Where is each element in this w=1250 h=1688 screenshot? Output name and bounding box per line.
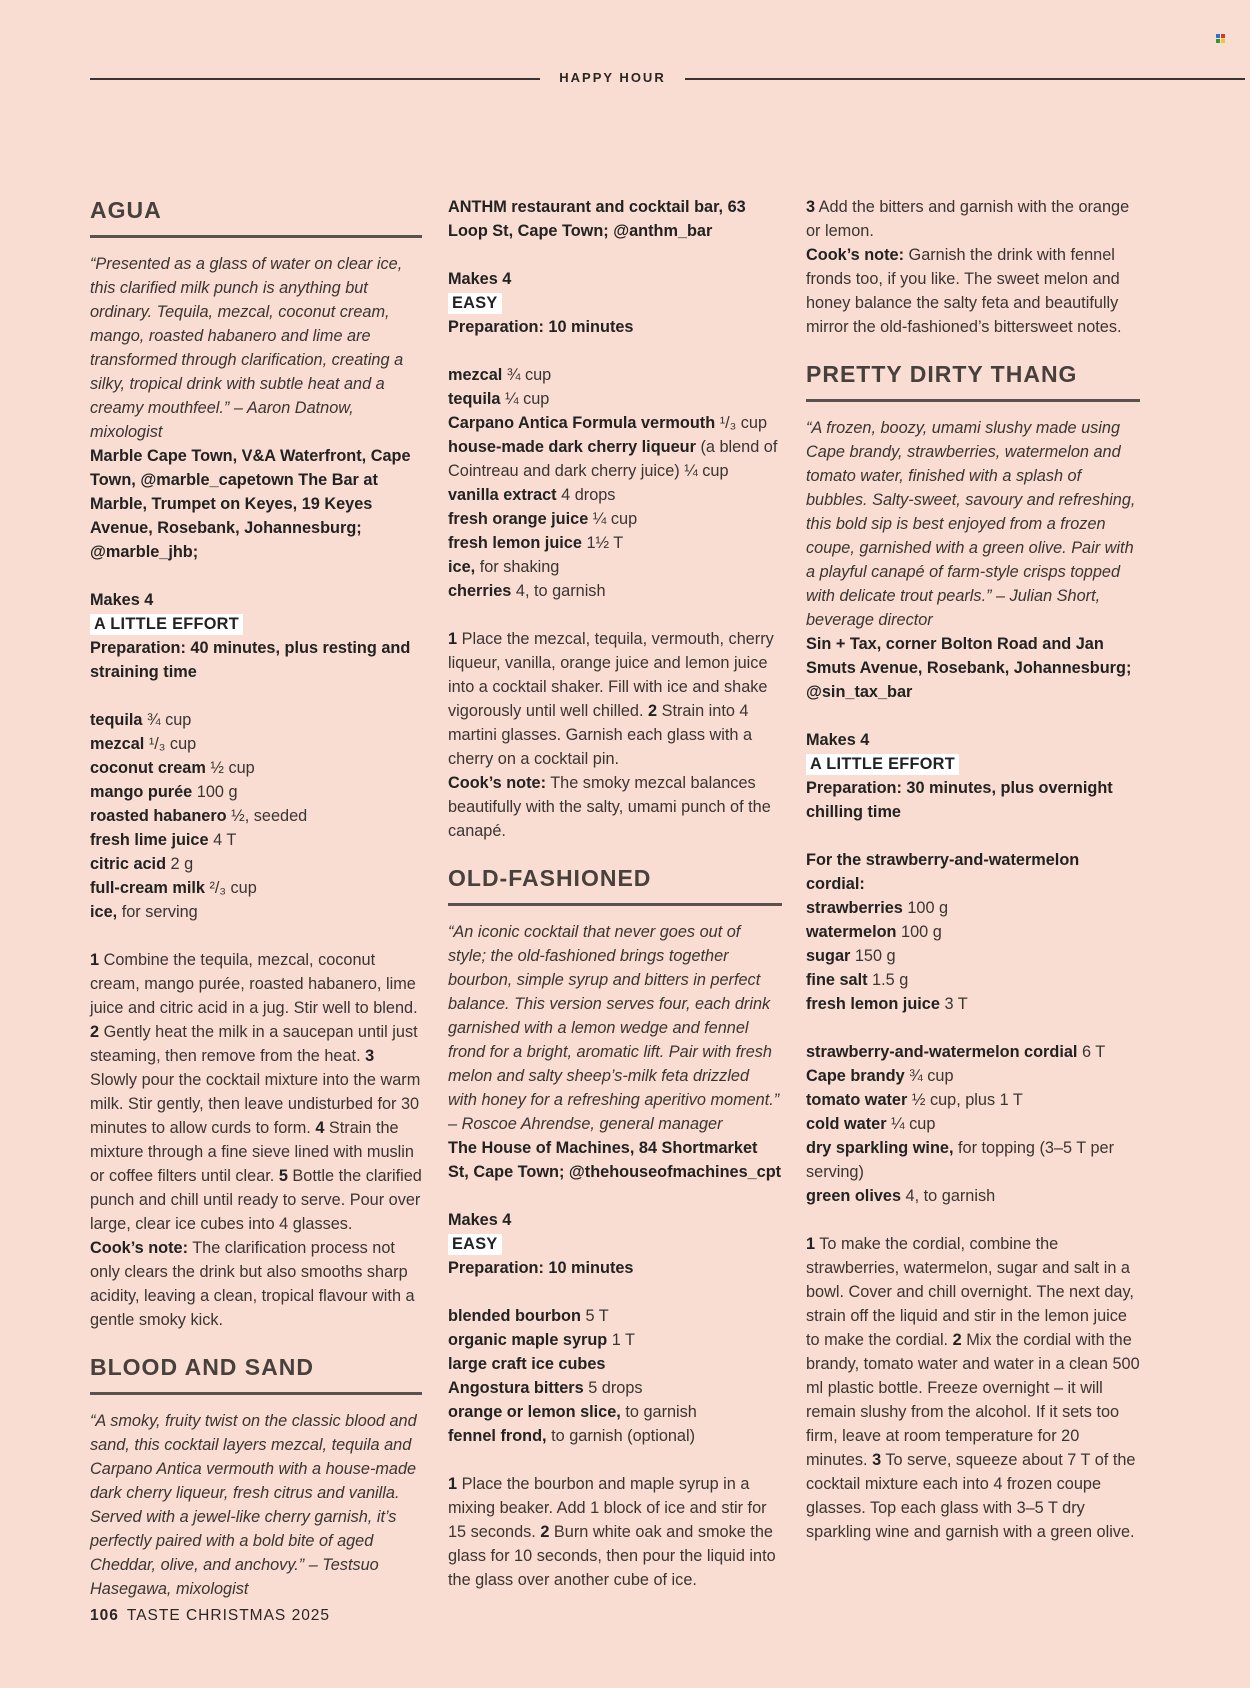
pretty-dirty-thang-effort-badge: A LITTLE EFFORT (806, 754, 959, 775)
agua-makes: Makes 4 (90, 591, 154, 609)
blood-and-sand-quote: “A smoky, fruity twist on the classic blood and sand, this cocktail layers mezcal, tequila and Carpano Antica vermouth with a house-made dark cherry liqueur, fresh citrus and vanilla. Served with a jewel-like cherry garnish, it’s perfectly paired with a bold bite of aged Cheddar, olive, and anchovy.” – Testsuo Hasegawa, mixologist (90, 1412, 417, 1598)
agua-effort-badge: A LITTLE EFFORT (90, 614, 243, 635)
ingredient: watermelon 100 g (806, 923, 942, 941)
ingredient: dry sparkling wine, for topping (3–5 T per serving) (806, 1139, 1114, 1181)
agua-cooks-note: Cook’s note: The clarification process not only clears the drink but also smooths sharp acidity, leaving a clean, tropical flavour with a gentle smoky kick. (90, 1239, 415, 1329)
ingredient: mango purée 100 g (90, 783, 238, 801)
old-fashioned-quote: “An iconic cocktail that never goes out of style; the old-fashioned brings together bourbon, simple syrup and bitters in perfect balance. This version serves four, each drink garnished with a lemon wedge and fennel frond for a bright, aromatic lift. Pair with fresh melon and salty sheep’s-milk feta drizzled with honey for a refreshing aperitivo moment.” – Roscoe Ahrendse, general manager (448, 923, 780, 1133)
header-rule-left (90, 78, 540, 80)
ingredient: Angostura bitters 5 drops (448, 1379, 643, 1397)
column-1 (90, 195, 422, 1601)
ingredient: green olives 4, to garnish (806, 1187, 996, 1205)
ingredient: orange or lemon slice, to garnish (448, 1403, 697, 1421)
ingredient: blended bourbon 5 T (448, 1307, 609, 1325)
ingredient: fresh lemon juice 1½ T (448, 534, 624, 552)
publication-name: TASTE CHRISTMAS 2025 (126, 1607, 331, 1624)
pretty-dirty-thang-makes: Makes 4 (806, 731, 870, 749)
blood-and-sand-ingredient-list (448, 363, 782, 603)
old-fashioned-makes: Makes 4 (448, 1211, 512, 1229)
old-fashioned-method-part2: 3 Add the bitters and garnish with the orange or lemon. (806, 198, 1130, 240)
ingredient: full-cream milk ²/₃ cup (90, 879, 257, 897)
ingredient: tomato water ½ cup, plus 1 T (806, 1091, 1023, 1109)
pretty-dirty-thang-quote: “A frozen, boozy, umami slushy made using Cape brandy, strawberries, watermelon and tomato water, finished with a splash of bubbles. Salty-sweet, savoury and refreshing, this bold sip is best enjoyed from a frozen coupe, garnished with a green olive. Pair with a playful canapé of farm-style crisps topped with delicate trout pearls.” – Julian Short, beverage director (806, 419, 1136, 629)
ingredient: house-made dark cherry liqueur (a blend of Cointreau and dark cherry juice) ¼ cup (448, 438, 778, 480)
column-3 (806, 195, 1140, 1544)
ingredient: Cape brandy ¾ cup (806, 1067, 954, 1085)
pretty-dirty-thang-ingredient-list (806, 1040, 1140, 1208)
old-fashioned-method-part1: 1 Place the bourbon and maple syrup in a mixing beaker. Add 1 block of ice and stir for 15 seconds. 2 Burn white oak and smoke the glass for 10 seconds, then pour the liquid into the glass over another cube of ice. (448, 1475, 776, 1589)
blood-and-sand-makes: Makes 4 (448, 270, 512, 288)
ingredient: organic maple syrup 1 T (448, 1331, 636, 1349)
cordial-ingredient-list (806, 896, 1140, 1016)
old-fashioned-prep-time: Preparation: 10 minutes (448, 1259, 634, 1277)
ingredient: strawberries 100 g (806, 899, 949, 917)
blood-and-sand-prep-time: Preparation: 10 minutes (448, 318, 634, 336)
ingredient: Carpano Antica Formula vermouth ¹/₃ cup (448, 414, 768, 432)
pretty-dirty-thang-prep-time: Preparation: 30 minutes, plus overnight chilling time (806, 779, 1113, 821)
agua-method: 1 Combine the tequila, mezcal, coconut cream, mango purée, roasted habanero, lime juice and citric acid in a jug. Stir well to blend. 2 Gently heat the milk in a saucepan until just steaming, then remove from the heat. 3 Slowly pour the cocktail mixture into the warm milk. Stir gently, then leave undisturbed for 30 minutes to allow curds to form. 4 Strain the mixture through a fine sieve lined with muslin or coffee filters until clear. 5 Bottle the clarified punch and chill until ready to serve. Pour over large, clear ice cubes into 4 glasses. (90, 951, 422, 1233)
old-fashioned-venue: The House of Machines, 84 Shortmarket St, Cape Town; @thehouseofmachines_cpt (448, 1139, 782, 1181)
agua-ingredient-list (90, 708, 422, 924)
recipe-title-old-fashioned: OLD-FASHIONED (448, 863, 782, 906)
ingredient: fresh orange juice ¼ cup (448, 510, 638, 528)
column-2 (448, 195, 782, 1592)
ingredient: sugar 150 g (806, 947, 896, 965)
recipe-title-pretty-dirty-thang: PRETTY DIRTY THANG (806, 359, 1140, 402)
agua-venue: Marble Cape Town, V&A Waterfront, Cape Town, @marble_capetown The Bar at Marble, Trumpet on Keyes, 19 Keyes Avenue, Rosebank, Johannesburg; @marble_jhb; (90, 447, 411, 561)
agua-prep-time: Preparation: 40 minutes, plus resting and straining time (90, 639, 411, 681)
ingredient: fresh lemon juice 3 T (806, 995, 968, 1013)
ingredient: roasted habanero ½, seeded (90, 807, 308, 825)
old-fashioned-effort-badge: EASY (448, 1234, 502, 1255)
agua-quote: “Presented as a glass of water on clear ice, this clarified milk punch is anything but ordinary. Tequila, mezcal, coconut cream, mango, roasted habanero and lime are transformed through clarification, creating a silky, tropical drink with subtle heat and a creamy mouthfeel.” – Aaron Datnow, mixologist (90, 255, 404, 441)
ingredient: mezcal ¹/₃ cup (90, 735, 197, 753)
ingredient: fresh lime juice 4 T (90, 831, 237, 849)
ingredient: cold water ¼ cup (806, 1115, 936, 1133)
ingredient: ice, for shaking (448, 558, 560, 576)
recipe-title-blood-and-sand: BLOOD AND SAND (90, 1352, 422, 1395)
pretty-dirty-thang-method: 1 To make the cordial, combine the strawberries, watermelon, sugar and salt in a bowl. Cover and chill overnight. The next day, strain off the liquid and stir in the lemon juice to make the cordial. 2 Mix the cordial with the brandy, tomato water and water in a clean 500 ml plastic bottle. Freeze overnight – it will remain slushy from the alcohol. If it sets too firm, leave at room temperature for 20 minutes. 3 To serve, squeeze about 7 T of the cocktail mixture each into 4 frozen coupe glasses. Top each glass with 3–5 T dry sparkling wine and garnish with a green olive. (806, 1235, 1140, 1541)
ingredient: tequila ¼ cup (448, 390, 550, 408)
ingredient: cherries 4, to garnish (448, 582, 606, 600)
page-footer (90, 1607, 330, 1625)
header-rule-right (685, 78, 1245, 80)
recipe-title-agua: AGUA (90, 195, 422, 238)
ingredient: ice, for serving (90, 903, 198, 921)
registration-mark-icon (1216, 34, 1225, 43)
ingredient: vanilla extract 4 drops (448, 486, 616, 504)
ingredient: citric acid 2 g (90, 855, 194, 873)
cordial-heading: For the strawberry-and-watermelon cordial: (806, 851, 1080, 893)
blood-and-sand-venue: ANTHM restaurant and cocktail bar, 63 Loop St, Cape Town; @anthm_bar (448, 198, 746, 240)
section-header: HAPPY HOUR (559, 70, 666, 85)
ingredient: mezcal ¾ cup (448, 366, 552, 384)
pretty-dirty-thang-venue: Sin + Tax, corner Bolton Road and Jan Smuts Avenue, Rosebank, Johannesburg; @sin_tax_bar (806, 635, 1132, 701)
ingredient: coconut cream ½ cup (90, 759, 255, 777)
blood-and-sand-method: 1 Place the mezcal, tequila, vermouth, cherry liqueur, vanilla, orange juice and lemon juice into a cocktail shaker. Fill with ice and shake vigorously until well chilled. 2 Strain into 4 martini glasses. Garnish each glass with a cherry on a cocktail pin. (448, 630, 774, 768)
ingredient: tequila ¾ cup (90, 711, 192, 729)
blood-and-sand-cooks-note: Cook’s note: The smoky mezcal balances beautifully with the salty, umami punch of the canapé. (448, 774, 771, 840)
old-fashioned-ingredient-list (448, 1304, 782, 1448)
ingredient: fine salt 1.5 g (806, 971, 909, 989)
ingredient: fennel frond, to garnish (optional) (448, 1427, 696, 1445)
old-fashioned-cooks-note: Cook’s note: Garnish the drink with fennel fronds too, if you like. The sweet melon and honey balance the salty feta and beautifully mirror the old-fashioned’s bittersweet notes. (806, 246, 1122, 336)
ingredient: large craft ice cubes (448, 1355, 606, 1373)
page-number: 106 (90, 1607, 119, 1624)
ingredient: strawberry-and-watermelon cordial 6 T (806, 1043, 1106, 1061)
blood-and-sand-effort-badge: EASY (448, 293, 502, 314)
